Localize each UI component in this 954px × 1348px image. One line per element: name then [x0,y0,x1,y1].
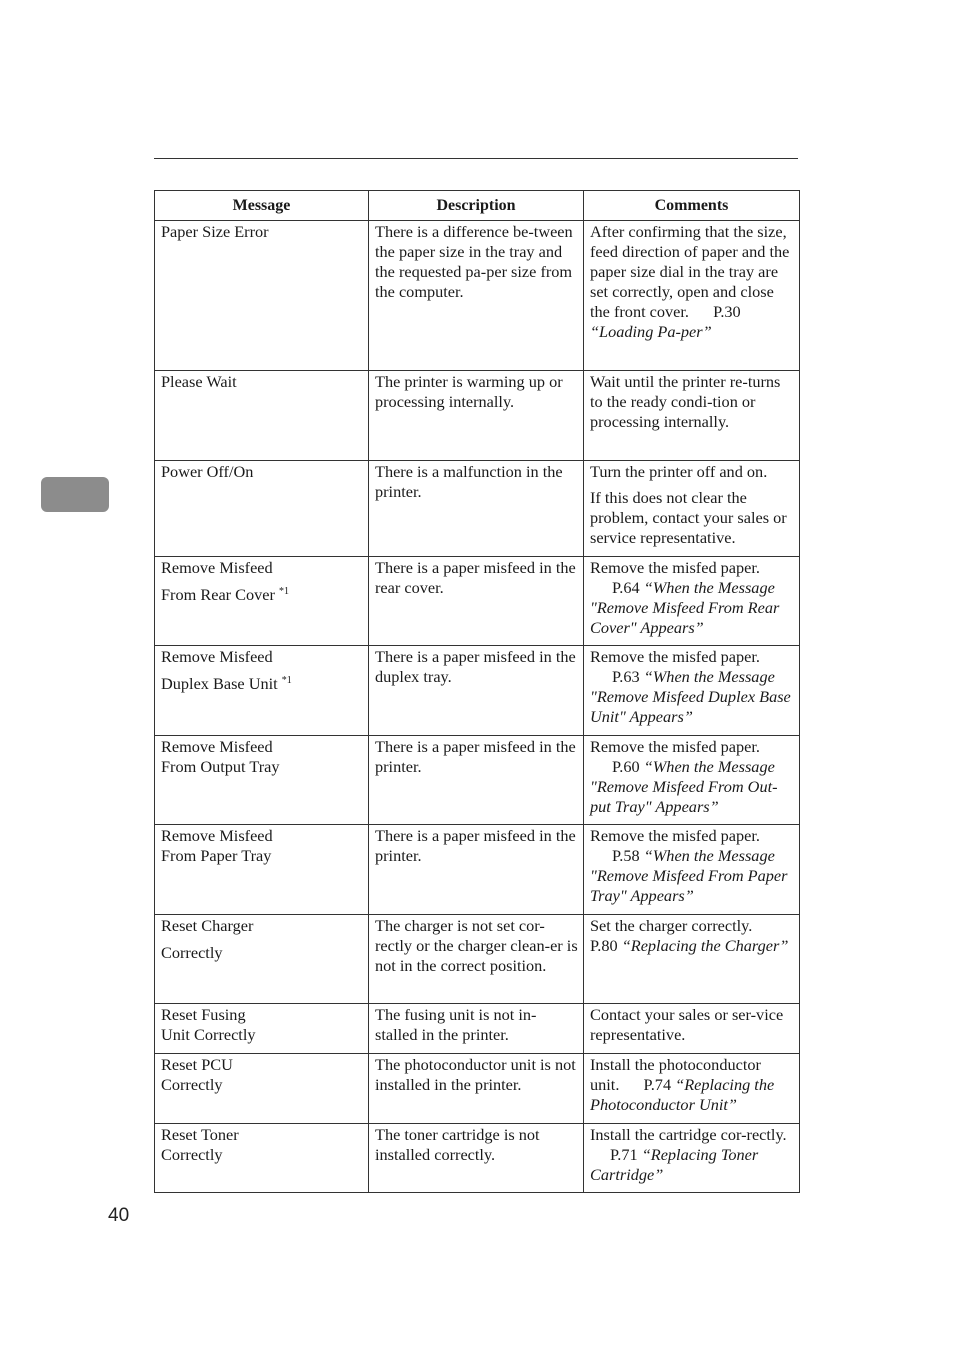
column-header-description: Description [369,191,584,221]
comment-cell [584,1124,800,1193]
description-cell [369,736,584,825]
message-text: Reset Toner [161,1125,239,1144]
message-cell [155,915,369,1004]
comment-cell [584,371,800,461]
comment-cell [584,461,800,557]
comment-cell [584,646,800,736]
message-text: Paper Size Error [161,222,269,241]
description-cell [369,221,584,371]
reference-title: “When the Message "Remove Misfeed From Paper Tray" Appears” [590,846,788,905]
table-row [155,221,800,371]
table-row [155,825,800,915]
table-row [155,1124,800,1193]
message-text-line2 [161,674,363,694]
header-rule [154,158,798,159]
description-cell [369,461,584,557]
comment-cell [584,825,800,915]
description-text: There is a malfunction in the printer. [375,462,563,501]
message-text: Remove Misfeed [161,647,273,666]
description-text: The photoconductor unit is not installed in the printer. [375,1055,576,1094]
message-cell [155,1054,369,1124]
message-text-line2 [161,585,363,605]
reference-title: “Replacing Toner Cartridge” [590,1145,759,1184]
page-reference: P.60 [612,757,640,776]
comment-text: Remove the misfed paper. [590,737,760,756]
table-row [155,646,800,736]
comment-text: Remove the misfed paper. [590,647,760,666]
message-text-line2: From Output Tray [161,757,280,776]
comment-cell [584,915,800,1004]
description-text: The fusing unit is not in-stalled in the printer. [375,1005,537,1044]
reference-title: “Replacing the Charger” [621,936,789,955]
message-cell [155,461,369,557]
page-reference: P.58 [612,846,640,865]
comment-text: Set the charger correctly. [590,916,753,935]
message-text-line2: Unit Correctly [161,1025,256,1044]
comment-cell [584,1004,800,1054]
table-header-row [155,191,800,221]
message-cell [155,221,369,371]
description-cell [369,1124,584,1193]
comment-cell [584,1054,800,1124]
message-text-part: From Rear Cover [161,585,275,604]
comment-text: Install the cartridge cor-rectly. [590,1125,787,1144]
page-number: 40 [108,1205,130,1226]
footnote-marker: *1 [279,586,290,597]
message-text: Power Off/On [161,462,254,481]
message-text: Remove Misfeed [161,737,273,756]
description-cell [369,1054,584,1124]
comment-text: Remove the misfed paper. [590,558,760,577]
error-message-table [154,190,800,1193]
column-header-message: Message [155,191,369,221]
message-cell [155,557,369,646]
table-row [155,1004,800,1054]
message-text-line2: Correctly [161,1075,223,1094]
table-row [155,1054,800,1124]
message-cell [155,1124,369,1193]
comment-text: Contact your sales or ser-vice representative. [590,1005,784,1044]
description-text: There is a paper misfeed in the printer. [375,737,576,776]
comment-text-secondary: If this does not clear the problem, contact your sales or service representative. [590,488,787,547]
page-reference: P.71 [610,1145,638,1164]
comment-text: Install the photoconductor unit. [590,1055,761,1094]
table-row [155,915,800,1004]
description-cell [369,371,584,461]
message-cell [155,736,369,825]
page-reference: P.74 [643,1075,672,1094]
chapter-tab-marker [41,477,109,512]
message-text: Reset Fusing [161,1005,246,1024]
message-text: Reset PCU [161,1055,233,1074]
comment-text: Turn the printer off and on. [590,462,768,481]
page-reference: P.63 [612,667,640,686]
message-text-line2: From Paper Tray [161,846,272,865]
description-cell [369,646,584,736]
page-reference: P.64 [612,578,640,597]
message-cell [155,1004,369,1054]
table-row [155,461,800,557]
description-text: There is a paper misfeed in the duplex tray. [375,647,576,686]
reference-title: “Loading Pa-per” [590,322,712,341]
column-header-comments: Comments [584,191,800,221]
table-row [155,371,800,461]
description-text: The toner cartridge is not installed correctly. [375,1125,540,1164]
reference-title: “When the Message "Remove Misfeed Duplex Base Unit" Appears” [590,667,791,726]
comment-text: Remove the misfed paper. [590,826,760,845]
comment-text: After confirming that the size, feed direction of paper and the paper size dial in the tray are set correctly, open and close the front cover. [590,222,790,321]
description-cell [369,915,584,1004]
description-cell [369,557,584,646]
description-cell [369,825,584,915]
description-text: The charger is not set cor-rectly or the charger clean-er is not in the correct position. [375,916,578,975]
page-reference: P.30 [713,302,741,321]
table-row [155,736,800,825]
message-text: Please Wait [161,372,237,391]
message-text-line2: Correctly [161,1145,223,1164]
description-text: The printer is warming up or processing internally. [375,372,563,411]
reference-title: “When the Message "Remove Misfeed From Out-put Tray" Appears” [590,757,778,816]
reference-title: “Replacing the Photoconductor Unit” [590,1075,775,1114]
page-reference: P.80 [590,936,618,955]
comment-cell [584,736,800,825]
message-text: Remove Misfeed [161,826,273,845]
table-row [155,557,800,646]
footnote-marker: *1 [281,675,292,686]
comment-cell [584,557,800,646]
message-cell [155,825,369,915]
message-text-line2: Correctly [161,943,223,962]
description-text: There is a paper misfeed in the printer. [375,826,576,865]
message-cell [155,371,369,461]
message-cell [155,646,369,736]
comment-text: Wait until the printer re-turns to the ready condi-tion or processing internally. [590,372,781,431]
reference-title: “When the Message "Remove Misfeed From Rear Cover" Appears” [590,578,780,637]
message-text: Reset Charger [161,916,254,935]
message-text-part: Duplex Base Unit [161,674,278,693]
message-text: Remove Misfeed [161,558,273,577]
description-text: There is a paper misfeed in the rear cover. [375,558,576,597]
description-cell [369,1004,584,1054]
comment-cell [584,221,800,371]
description-text: There is a difference be-tween the paper size in the tray and the requested pa-per size from the computer. [375,222,573,301]
